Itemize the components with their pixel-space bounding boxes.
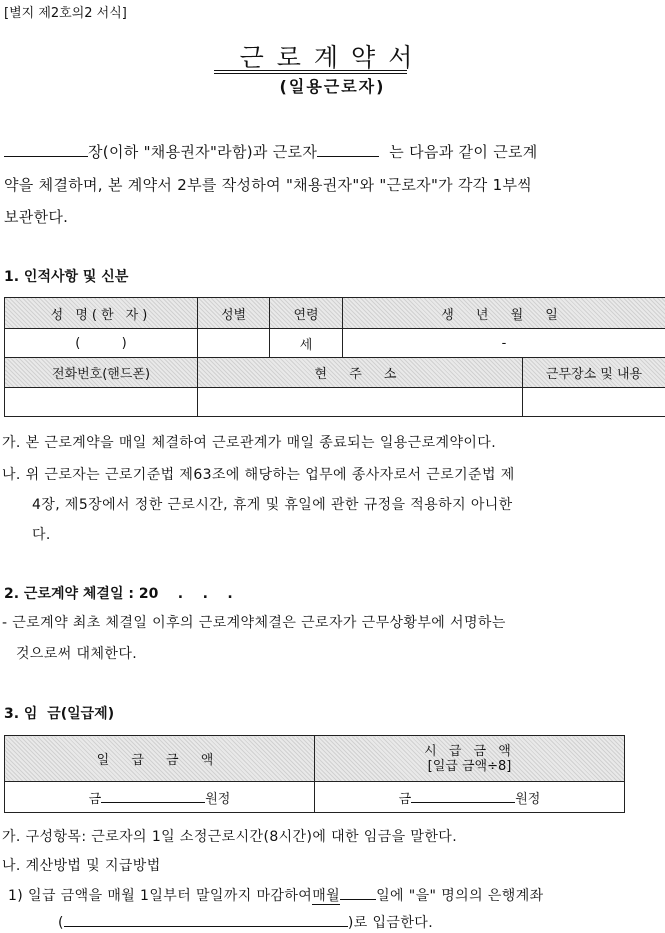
section3-note-b: 나. 계산방법 및 지급방법	[2, 858, 161, 874]
section1-note-b-line1: 나. 위 근로자는 근로기준법 제63조에 해당하는 업무에 종사자로서 근로기준법 제	[2, 467, 515, 483]
section1-note-b-line3: 다.	[32, 527, 51, 543]
header-hourly-wage-label: 시 급 금 액	[424, 743, 515, 759]
address-input-cell[interactable]	[198, 388, 523, 417]
table-row	[5, 388, 665, 417]
section2-note-line1: - 근로계약 최초 체결일 이후의 근로계약체결은 근로자가 근무상황부에 서명하는	[2, 615, 506, 631]
section3-item1-line1	[8, 885, 544, 905]
personal-info-table	[4, 297, 665, 417]
table-row	[5, 358, 665, 388]
section3-note-a: 가. 구성항목: 근로자의 1일 소정근로시간(8시간)에 대한 임금을 말한다.	[2, 829, 458, 845]
intro-line-2: 약을 체결하며, 본 계약서 2부를 작성하여 "채용권자"와 "근로자"가 각각 1부씩	[4, 176, 533, 194]
daily-wage-blank[interactable]	[101, 790, 205, 803]
worker-name-blank[interactable]	[317, 142, 379, 157]
birthdate-separator: -	[501, 335, 507, 351]
hourly-wage-blank[interactable]	[411, 790, 515, 803]
header-gender: 성별	[198, 298, 270, 329]
document-title: 근로계약서	[239, 43, 426, 72]
pay-day-blank[interactable]	[340, 887, 376, 900]
workplace-input-cell[interactable]	[523, 388, 665, 417]
header-workplace: 근무장소 및 내용	[523, 358, 665, 388]
age-input-cell[interactable]	[270, 329, 343, 358]
section2-note-line2: 것으로써 대체한다.	[16, 646, 138, 662]
header-address: 현 주 소	[198, 358, 523, 388]
account-close-text: )로 입금한다.	[347, 915, 434, 931]
hourly-wage-suffix: 원정	[515, 791, 541, 807]
section1-note-a: 가. 본 근로계약을 매일 체결하여 근로관계가 매일 종료되는 일용근로계약이다.	[2, 435, 497, 451]
title-underline-top	[214, 70, 407, 71]
section1-note-b-line2: 4장, 제5장에서 정한 근로시간, 휴게 및 휴일에 관한 규정을 적용하지 아니한	[32, 497, 513, 513]
header-phone: 전화번호(핸드폰)	[5, 358, 198, 388]
employer-name-blank[interactable]	[4, 142, 88, 157]
table-row	[5, 329, 665, 358]
intro-line-3: 보관한다.	[4, 208, 69, 226]
item1-text-b: 일에 "을" 명의의 은행계좌	[376, 888, 544, 904]
section3-heading: 3. 임 금(일급제)	[4, 706, 115, 722]
intro-line-1	[4, 141, 538, 162]
section3-item1-line2	[58, 912, 433, 932]
gender-input-cell[interactable]	[198, 329, 270, 358]
item1-monthly: 매월	[312, 888, 341, 904]
table-row	[5, 782, 625, 813]
header-hourly-wage-formula: [일급 금액÷8]	[427, 758, 512, 774]
bank-account-blank[interactable]	[64, 914, 348, 927]
account-open-paren: (	[58, 915, 64, 931]
table-row	[5, 298, 665, 329]
table-row	[5, 736, 625, 782]
header-daily-wage: 일 급 금 액	[5, 736, 315, 782]
daily-wage-input-cell[interactable]	[5, 782, 315, 813]
section1-heading: 1. 인적사항 및 신분	[4, 269, 129, 285]
phone-input-cell[interactable]	[5, 388, 198, 417]
wage-table	[4, 735, 625, 813]
intro-line-1-a: 장(이하 "채용권자"라함)과 근로자	[88, 143, 318, 161]
age-unit: 세	[299, 337, 313, 353]
daily-wage-suffix: 원정	[205, 791, 231, 807]
section2-heading: 2. 근로계약 체결일 : 20 . . .	[4, 586, 233, 602]
hourly-wage-input-cell[interactable]	[315, 782, 625, 813]
document-subtitle: (일용근로자)	[279, 77, 386, 96]
header-age: 연령	[270, 298, 343, 329]
name-input-cell[interactable]: ( )	[5, 329, 198, 358]
item1-text-a: 1) 일급 금액을 매월 1일부터 말일까지 마감하여	[8, 888, 313, 904]
header-hourly-wage	[315, 736, 625, 782]
header-name: 성 명(한 자)	[5, 298, 198, 329]
intro-line-1-b: 는 다음과 같이 근로계	[389, 143, 538, 161]
form-number: [별지 제2호의2 서식]	[4, 6, 127, 21]
hourly-wage-prefix: 금	[398, 791, 412, 807]
daily-wage-prefix: 금	[88, 791, 102, 807]
birthdate-input-cell[interactable]	[343, 329, 665, 358]
header-birthdate: 생 년 월 일	[343, 298, 665, 329]
